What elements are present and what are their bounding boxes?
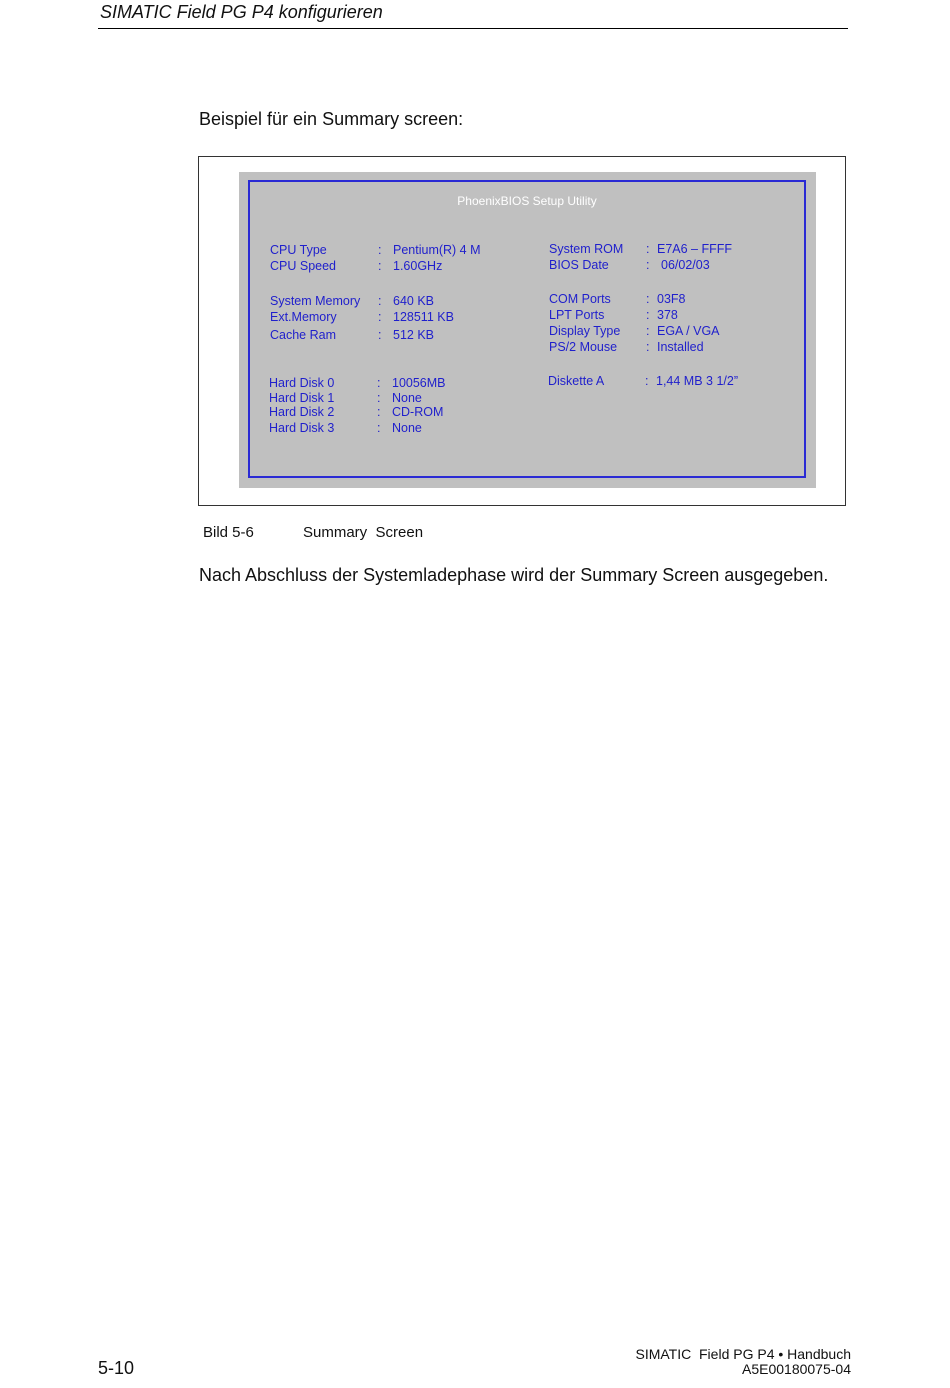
bios-separator: : bbox=[378, 310, 382, 324]
bios-value-cache-ram: 512 KB bbox=[393, 328, 435, 342]
bios-label-cpu-type: CPU Type bbox=[270, 243, 327, 257]
figure-caption-text bbox=[303, 524, 423, 541]
bios-separator: : bbox=[377, 376, 381, 390]
bios-separator: : bbox=[378, 294, 382, 308]
bios-value-ps2-mouse: Installed bbox=[657, 340, 704, 354]
bios-label-hard-disk-3: Hard Disk 3 bbox=[269, 421, 335, 435]
bios-label-cpu-speed: CPU Speed bbox=[270, 259, 337, 273]
body-paragraph: Nach Abschluss der Systemladephase wird der Summary Screen ausgegeben. bbox=[199, 565, 829, 585]
bios-value-cpu-speed: 1.60GHz bbox=[393, 259, 443, 273]
bios-label-hard-disk-1: Hard Disk 1 bbox=[269, 391, 335, 405]
bios-separator: : bbox=[646, 340, 650, 354]
intro-text: Beispiel für ein Summary screen: bbox=[199, 109, 464, 129]
bios-label-hard-disk-2: Hard Disk 2 bbox=[269, 405, 335, 419]
bios-label-ps2-mouse: PS/2 Mouse bbox=[549, 340, 618, 354]
bios-value-lpt-ports: 378 bbox=[657, 308, 678, 322]
bios-label-system-rom: System ROM bbox=[549, 242, 624, 256]
bios-value-system-rom: E7A6 – FFFF bbox=[657, 242, 733, 256]
bios-value-hard-disk-0: 10056MB bbox=[392, 376, 446, 390]
bios-label-diskette-a: Diskette A bbox=[548, 374, 605, 388]
caption-word: Summary bbox=[303, 524, 368, 541]
bios-label-cache-ram: Cache Ram bbox=[270, 328, 336, 342]
bios-separator: : bbox=[646, 242, 650, 256]
bios-title: PhoenixBIOS Setup Utility bbox=[457, 194, 597, 208]
bios-label-hard-disk-0: Hard Disk 0 bbox=[269, 376, 335, 390]
bios-separator: : bbox=[645, 374, 649, 388]
bios-value-com-ports: 03F8 bbox=[657, 292, 686, 306]
bios-label-display-type: Display Type bbox=[549, 324, 621, 338]
bios-value-cpu-type: Pentium(R) 4 M bbox=[393, 243, 481, 257]
footer-manual-title: SIMATIC Field PG P4 • Handbuch bbox=[635, 1346, 851, 1362]
bios-value-hard-disk-1: None bbox=[392, 391, 422, 405]
footer-info bbox=[635, 1347, 851, 1377]
bios-value-display-type: EGA / VGA bbox=[657, 324, 720, 338]
bios-label-com-ports: COM Ports bbox=[549, 292, 611, 306]
bios-separator: : bbox=[377, 405, 381, 419]
bios-value-diskette-a: 1,44 MB 3 1/2” bbox=[656, 374, 738, 388]
bios-separator: : bbox=[646, 324, 650, 338]
header-rule bbox=[98, 28, 848, 29]
bios-separator: : bbox=[377, 391, 381, 405]
bios-label-bios-date: BIOS Date bbox=[549, 258, 609, 272]
bios-label-lpt-ports: LPT Ports bbox=[549, 308, 605, 322]
bios-label-ext-memory: Ext.Memory bbox=[270, 310, 337, 324]
bios-value-bios-date: 06/02/03 bbox=[661, 258, 710, 272]
bios-separator: : bbox=[378, 259, 382, 273]
bios-separator: : bbox=[378, 328, 382, 342]
bios-separator: : bbox=[378, 243, 382, 257]
figure-caption-number: Bild 5-6 bbox=[203, 524, 254, 541]
bios-value-ext-memory: 128511 KB bbox=[393, 310, 454, 324]
footer-document-id: A5E00180075-04 bbox=[742, 1361, 851, 1377]
bios-separator: : bbox=[646, 292, 650, 306]
bios-separator: : bbox=[646, 258, 650, 272]
caption-word: Screen bbox=[375, 524, 424, 541]
bios-value-hard-disk-2: CD-ROM bbox=[392, 405, 444, 419]
bios-separator: : bbox=[377, 421, 381, 435]
bios-label-system-memory: System Memory bbox=[270, 294, 361, 308]
bios-value-system-memory: 640 KB bbox=[393, 294, 435, 308]
page-number: 5-10 bbox=[98, 1358, 135, 1378]
page-header-title: SIMATIC Field PG P4 konfigurieren bbox=[100, 2, 383, 22]
bios-separator: : bbox=[646, 308, 650, 322]
bios-value-hard-disk-3: None bbox=[392, 421, 422, 435]
